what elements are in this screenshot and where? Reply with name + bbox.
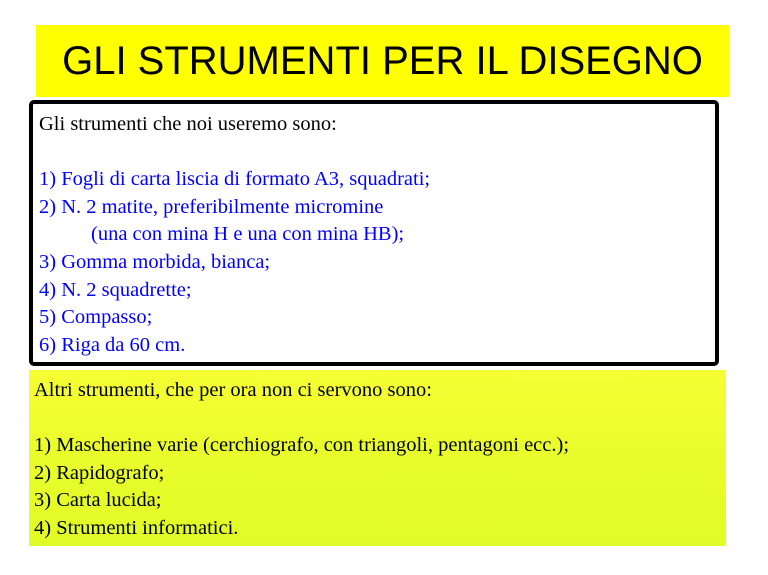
list-item: 6) Riga da 60 cm.	[39, 333, 186, 356]
other-instruments-content	[34, 377, 569, 543]
list-item: 1) Mascherine varie (cerchiografo, con triangoli, pentagoni ecc.);	[34, 434, 570, 457]
instruments-box	[29, 100, 719, 366]
list-item: 2) Rapidografo;	[34, 461, 165, 484]
list-item: 4) Strumenti informatici.	[34, 516, 239, 539]
instruments-intro: Gli strumenti che noi useremo sono:	[39, 113, 337, 135]
spacer	[39, 139, 430, 167]
list-item: 3) Gomma morbida, bianca;	[39, 250, 271, 273]
list-item: 2) N. 2 matite, preferibilmente micromine	[39, 195, 384, 218]
instruments-content	[39, 111, 430, 359]
list-item: 4) N. 2 squadrette;	[39, 278, 192, 301]
spacer	[34, 405, 569, 433]
list-item-continuation: (una con mina H e una con mina HB);	[91, 223, 405, 246]
page-title: GLI STRUMENTI PER IL DISEGNO	[62, 38, 703, 83]
list-item: 1) Fogli di carta liscia di formato A3, squadrati;	[39, 168, 431, 191]
list-item: 5) Compasso;	[39, 306, 153, 329]
title-banner	[36, 25, 729, 97]
other-instruments-intro: Altri strumenti, che per ora non ci servono sono:	[34, 379, 432, 401]
other-instruments-box	[29, 370, 726, 546]
list-item: 3) Carta lucida;	[34, 489, 162, 512]
